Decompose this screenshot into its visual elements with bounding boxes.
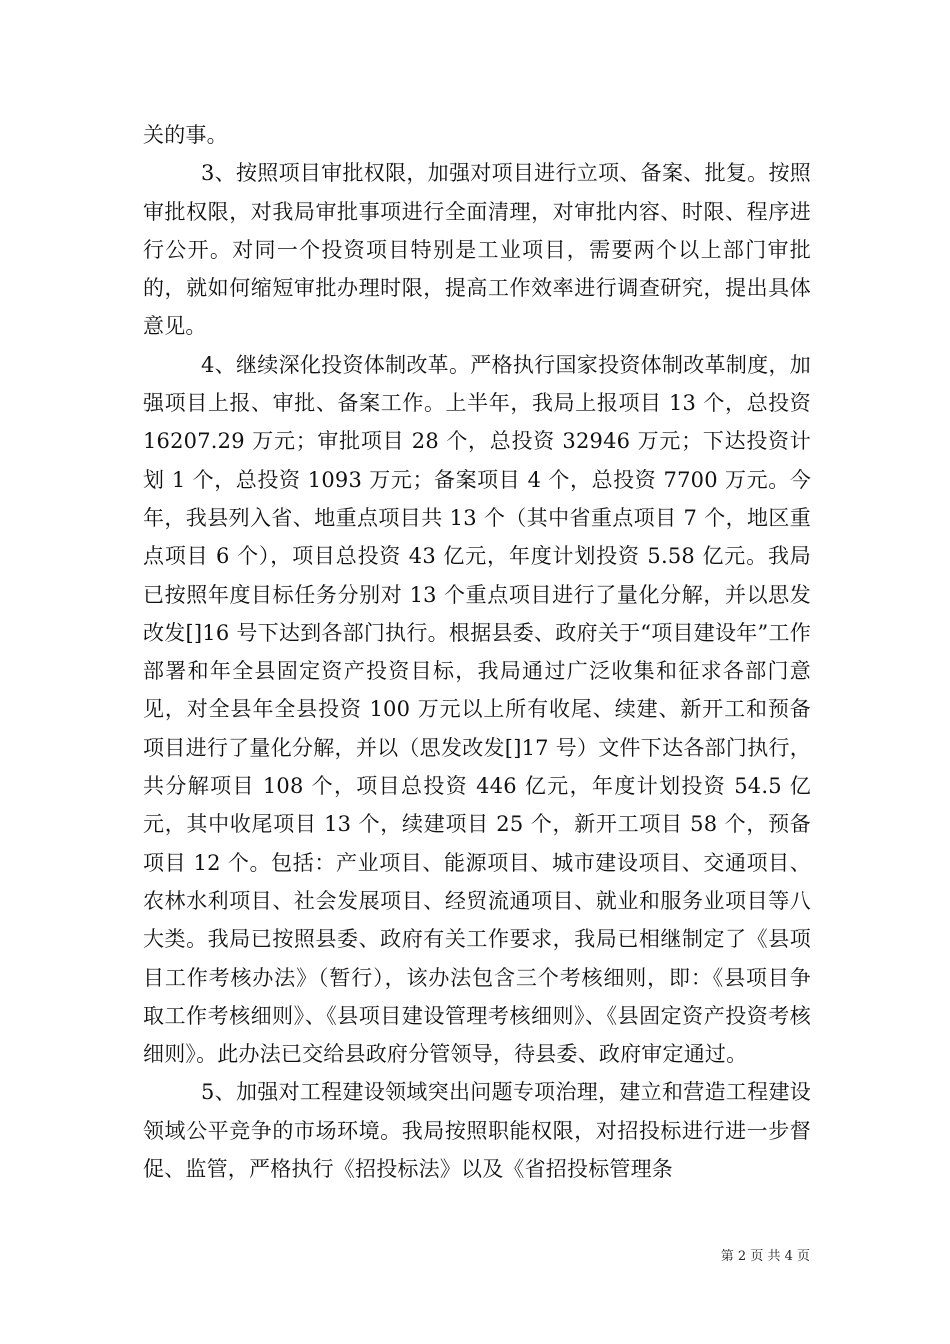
paragraph-continuation: 关的事。	[143, 123, 228, 147]
paragraph-item-4: 4、继续深化投资体制改革。严格执行国家投资体制改革制度，加强项目上报、审批、备案工作。上半年，我局上报项目 13 个，总投资 16207.29 万元；审批项目 28 个，总投资 32946 万元；下达投资计划 1 个，总投资 1093 万元；备案项目 4 个，总投资 7700 万元。今年，我县列入省、地重点项目共 13 个（其中省重点项目 7 个，地区重点项目 6 个），项目总投资 43 亿元，年度计划投资 5.58 亿元。我局已按照年度目标任务分别对 13 个重点项目进行了量化分解，并以思发改发[]16 号下达到各部门执行。根据县委、政府关于“项目建设年”工作部署和年全县固定资产投资目标，我局通过广泛收集和征求各部门意见，对全县年全县投资 100 万元以上所有收尾、续建、新开工和预备项目进行了量化分解，并以（思发改发[]17 号）文件下达各部门执行，共分解项目 108 个，项目总投资 446 亿元，年度计划投资 54.5 亿元，其中收尾项目 13 个，续建项目 25 个，新开工项目 58 个，预备项目 12 个。包括：产业项目、能源项目、城市建设项目、交通项目、农林水利项目、社会发展项目、经贸流通项目、就业和服务业项目等八大类。我局已按照县委、政府有关工作要求，我局已相继制定了《县项目工作考核办法》（暂行），该办法包含三个考核细则，即：《县项目争取工作考核细则》、《县项目建设管理考核细则》、《县固定资产投资考核细则》。此办法已交给县政府分管领导，待县委、政府审定通过。	[143, 352, 811, 1067]
page-number-footer: 第 2 页 共 4 页	[720, 1249, 810, 1264]
paragraph-item-5: 5、加强对工程建设领域突出问题专项治理，建立和营造工程建设领域公平竞争的市场环境。我局按照职能权限，对招投标进行进一步督促、监管，严格执行《招投标法》以及《省招投标管理条	[143, 1080, 811, 1182]
document-body	[143, 116, 811, 1188]
paragraph-item-3: 3、按照项目审批权限，加强对项目进行立项、备案、批复。按照审批权限，对我局审批事项进行全面清理，对审批内容、时限、程序进行公开。对同一个投资项目特别是工业项目，需要两个以上部门审批的，就如何缩短审批办理时限，提高工作效率进行调查研究，提出具体意见。	[143, 161, 811, 339]
